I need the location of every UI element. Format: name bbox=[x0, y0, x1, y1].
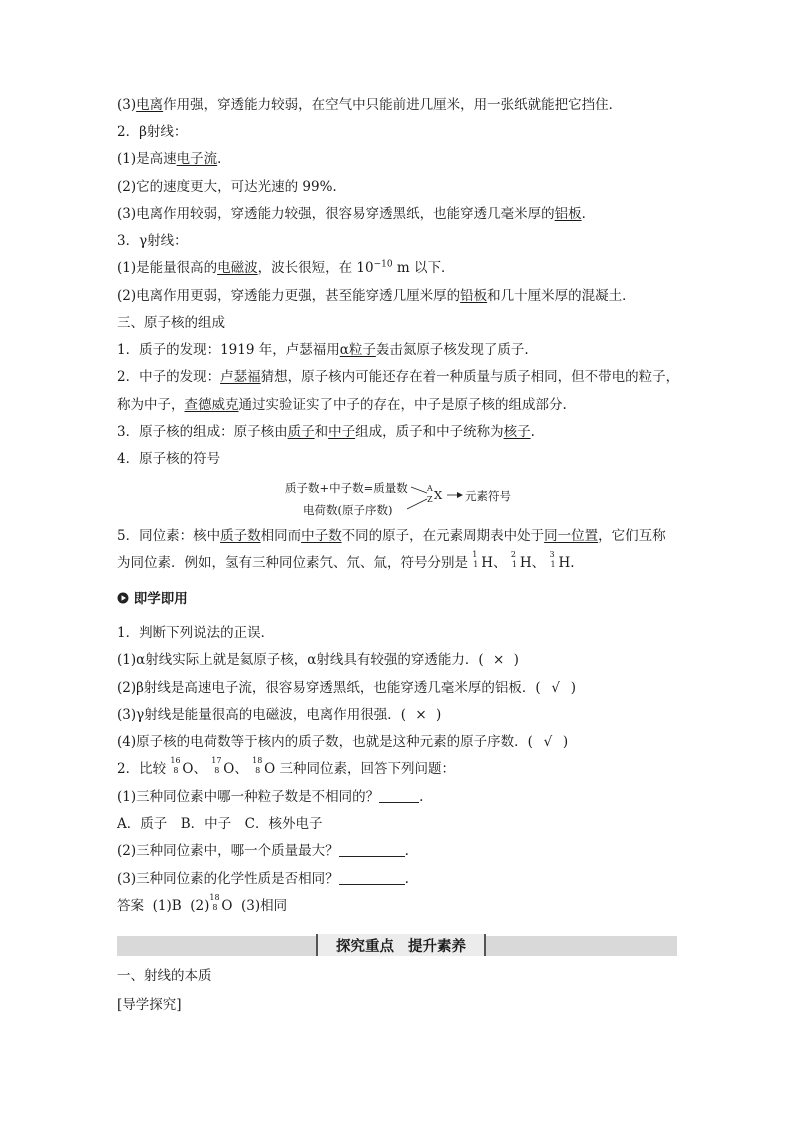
proton-discovery: 1．质子的发现：1919 年，卢瑟福用α粒子轰击氮原子核发现了质子. bbox=[117, 342, 529, 358]
gamma-point-1: (1)是能量很高的电磁波，波长很短，在 $10^{-10}$ m 以下． bbox=[117, 259, 455, 276]
question-1-item-4: (4)原子核的电荷数等于核内的质子数，也就是这种元素的原子序数．( √ ) bbox=[117, 734, 569, 750]
question-2-options: A．质子 B．中子 C．核外电子 bbox=[117, 816, 323, 832]
answer-blank-3[interactable] bbox=[339, 870, 405, 885]
section-nucleus-composition: 三、原子核的组成 bbox=[117, 315, 225, 331]
neutron-discovery-2: 称为中子，查德威克通过实验证实了中子的存在，中子是原子核的组成部分. bbox=[117, 397, 567, 413]
neutron-discovery-1: 2．中子的发现：卢瑟福猜想，原子核内可能还存在着一种质量与质子相同，但不带电的粒子， bbox=[117, 369, 680, 385]
section-ray-nature: 一、射线的本质 bbox=[117, 968, 212, 984]
answer-blank-1[interactable] bbox=[379, 788, 419, 803]
isotope-definition-1: 5．同位素：核中质子数相同而中子数不同的原子，在元素周期表中处于同一位置，它们互称 bbox=[117, 528, 666, 544]
beta-heading: 2．β射线： bbox=[117, 124, 188, 140]
nuclide-symbol-diagram bbox=[285, 478, 525, 520]
question-2: 2．比较 16 8 O、 17 8 O、 18 8 O 三种同位素，回答下列问题： bbox=[117, 756, 456, 777]
element-symbol-label: 元素符号 bbox=[465, 489, 511, 503]
question-2-part-2: (2)三种同位素中，哪一个质量最大？ . bbox=[117, 843, 409, 859]
mass-number-label: 质子数+中子数=质量数 bbox=[285, 481, 408, 495]
isotope-definition-2: 为同位素．例如，氢有三种同位素氕、氘、氚，符号分别是 1 1 H、 2 1 H、 3 1 H. bbox=[117, 550, 575, 571]
symbol-atomic-Z: Z bbox=[427, 495, 433, 504]
question-1-item-2: (2)β射线是高速电子流，很容易穿透黑纸，也能穿透几毫米厚的铝板．( √ ) bbox=[117, 680, 576, 696]
question-2-part-3: (3)三种同位素的化学性质是否相同？ . bbox=[117, 871, 409, 887]
element-symbol-X: X bbox=[434, 488, 443, 502]
play-circle-icon bbox=[117, 592, 129, 604]
quick-practice-heading: 即学即用 bbox=[117, 588, 188, 610]
charge-number-label: 电荷数(原子序数) bbox=[303, 503, 393, 517]
banner-title-2: 提升素养 bbox=[408, 938, 466, 955]
symbol-mass-A: A bbox=[427, 484, 433, 493]
nucleus-composition: 3．原子核的组成：原子核由质子和中子组成，质子和中子统称为核子. bbox=[117, 424, 535, 440]
question-2-part-1: (1)三种同位素中哪一种粒子数是不相同的？ . bbox=[117, 789, 424, 805]
question-1-item-3: (3)γ射线是能量很高的电磁波，电离作用很强．( × ) bbox=[117, 707, 442, 723]
guided-inquiry-label: [导学探究] bbox=[117, 997, 182, 1013]
banner-title-1: 探究重点 bbox=[336, 938, 394, 955]
beta-point-2: (2)它的速度更大，可达光速的 99%. bbox=[117, 179, 337, 195]
beta-point-3: (3)电离作用较弱，穿透能力较强，很容易穿透黑纸，也能穿透几毫米厚的铝板． bbox=[117, 206, 596, 222]
question-1: 1．判断下列说法的正误． bbox=[117, 625, 275, 641]
gamma-heading: 3．γ射线： bbox=[117, 233, 188, 249]
gamma-point-2: (2)电离作用更弱，穿透能力更强，甚至能穿透几厘米厚的铅板和几十厘米厚的混凝土． bbox=[117, 288, 636, 304]
section-banner bbox=[316, 934, 486, 956]
nucleus-symbol-heading: 4．原子核的符号 bbox=[117, 451, 221, 467]
answer-blank-2[interactable] bbox=[339, 842, 405, 857]
beta-point-1: (1)是高速电子流． bbox=[117, 151, 231, 167]
question-1-item-1: (1)α射线实际上就是氦原子核，α射线具有较强的穿透能力．( × ) bbox=[117, 652, 519, 668]
alpha-point-3: (3)电离作用强，穿透能力较弱，在空气中只能前进几厘米，用一张纸就能把它挡住． bbox=[117, 97, 623, 113]
answer-line: 答案 (1)B (2) 18 8 O (3)相同 bbox=[117, 893, 288, 914]
